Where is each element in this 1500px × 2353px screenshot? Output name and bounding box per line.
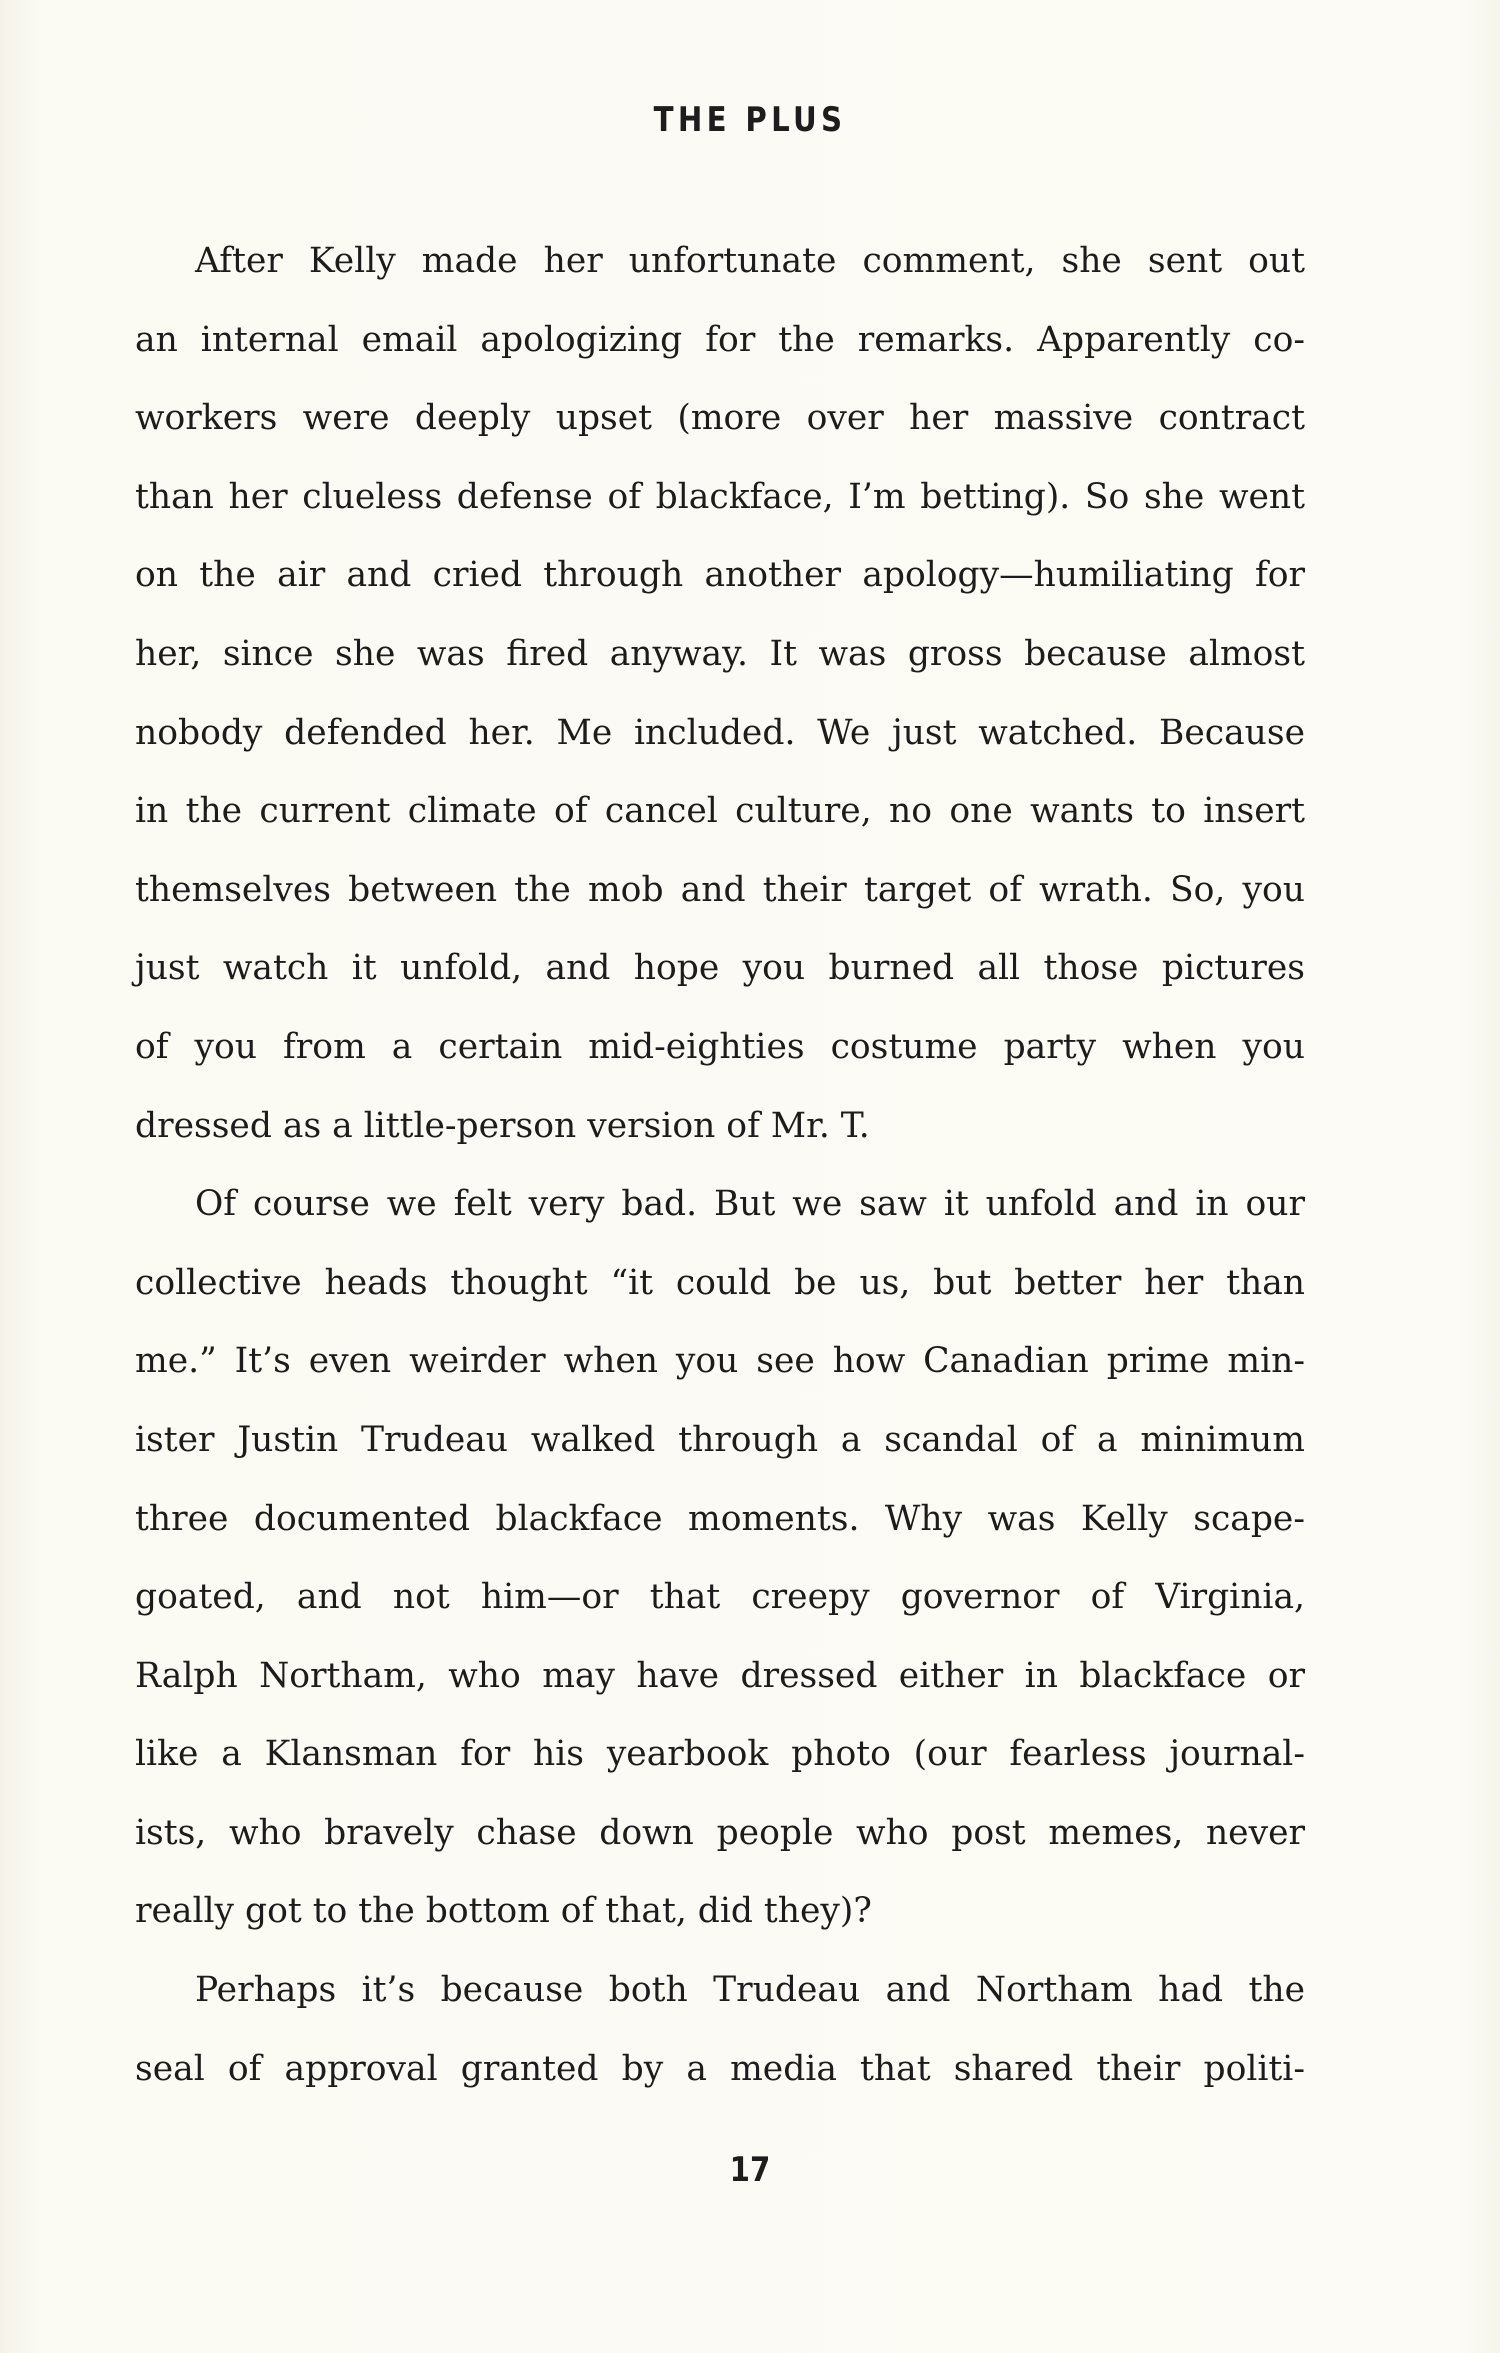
text-line: in the current climate of cancel culture, no one wants to insert — [135, 791, 1305, 832]
text-line: goated, and not him—or that creepy governor of Virginia, — [135, 1577, 1305, 1618]
text-line: nobody defended her. Me included. We just watched. Because — [135, 712, 1305, 753]
text-line: me.” It’s even weirder when you see how Canadian prime min- — [135, 1341, 1305, 1382]
text-line: dressed as a little-person version of Mr. T. — [135, 1105, 870, 1146]
text-line: workers were deeply upset (more over her massive contract — [135, 398, 1305, 439]
text-line: three documented blackface moments. Why was Kelly scape- — [135, 1498, 1305, 1539]
body-text — [135, 222, 1305, 2108]
text-line: than her clueless defense of blackface, I’m betting). So she went — [135, 476, 1305, 517]
paragraph-2 — [135, 1165, 1305, 1951]
text-line: collective heads thought “it could be us, but better her than — [135, 1262, 1305, 1303]
text-line: Of course we felt very bad. But we saw it unfold and in our — [195, 1184, 1305, 1225]
text-line: like a Klansman for his yearbook photo (our fearless journal- — [135, 1734, 1305, 1775]
text-line: just watch it unfold, and hope you burned all those pictures — [135, 948, 1305, 989]
text-line: After Kelly made her unfortunate comment, she sent out — [195, 241, 1305, 281]
text-line: seal of approval granted by a media that shared their politi- — [135, 2048, 1305, 2089]
text-line: her, since she was fired anyway. It was gross because almost — [135, 633, 1305, 674]
text-line: Ralph Northam, who may have dressed either in blackface or — [135, 1655, 1305, 1696]
text-line: themselves between the mob and their target of wrath. So, you — [135, 869, 1305, 910]
text-line: Perhaps it’s because both Trudeau and Northam had the — [195, 1970, 1305, 2011]
paragraph-1 — [135, 222, 1305, 1165]
text-line: on the air and cried through another apology—humiliating for — [135, 555, 1305, 596]
page-number: 17 — [729, 2150, 771, 2190]
paragraph-3 — [135, 1951, 1305, 2108]
text-line: really got to the bottom of that, did they)? — [135, 1891, 872, 1932]
text-line: of you from a certain mid-eighties costume party when you — [135, 1026, 1305, 1067]
text-line: ister Justin Trudeau walked through a scandal of a minimum — [135, 1419, 1305, 1460]
text-line: ists, who bravely chase down people who post memes, never — [135, 1812, 1305, 1853]
text-line: an internal email apologizing for the remarks. Apparently co- — [135, 319, 1305, 360]
running-head: THE PLUS — [653, 100, 847, 140]
